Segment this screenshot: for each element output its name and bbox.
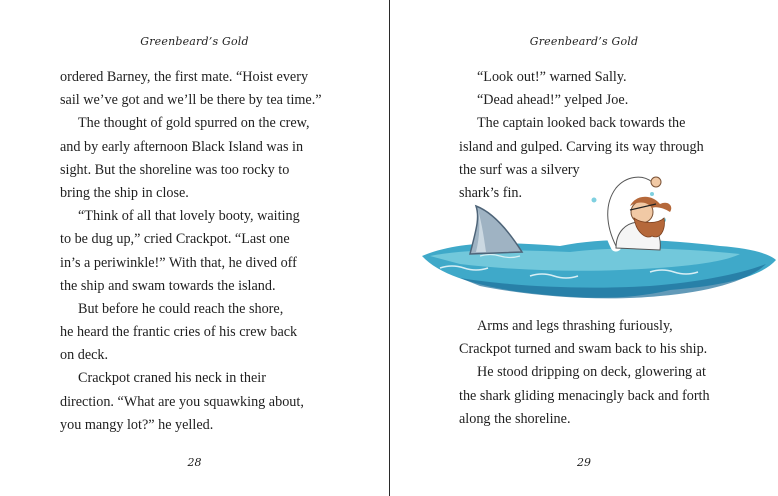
- text-line: Crackpot craned his neck in their: [78, 370, 266, 387]
- text-line: The thought of gold spurred on the crew,: [78, 115, 310, 132]
- page-number-right: 29: [577, 456, 591, 469]
- text-line: “Think of all that lovely booty, waiting: [78, 208, 300, 225]
- text-line: ordered Barney, the first mate. “Hoist every: [60, 69, 309, 85]
- text-line: sight. But the shoreline was too rocky to: [60, 161, 290, 178]
- text-line: bring the ship in close.: [60, 184, 189, 201]
- running-head-left: Greenbeard’s Gold: [140, 35, 249, 48]
- left-page-text: [60, 66, 360, 437]
- text-line: he heard the frantic cries of his crew back: [60, 324, 298, 341]
- text-line: “Look out!” warned Sally.: [477, 69, 627, 85]
- right-page-text-bottom: [459, 315, 744, 431]
- shark-fin-and-swimming-pirate-illustration: [420, 160, 778, 310]
- text-line: in’s a periwinkle!” With that, he dived off: [60, 254, 297, 271]
- page-number-left: 28: [187, 456, 202, 469]
- text-line: The captain looked back towards the: [477, 115, 686, 132]
- text-line: the ship and swam towards the island.: [60, 277, 276, 294]
- text-line: island and gulped. Carving its way through: [459, 138, 704, 155]
- text-line: sail we’ve got and we’ll be there by tea time.”: [60, 92, 322, 109]
- text-line: shark’s fin.: [459, 184, 523, 201]
- text-line: But before he could reach the shore,: [78, 300, 284, 317]
- text-line: direction. “What are you squawking about,: [60, 393, 304, 410]
- running-head-right: Greenbeard’s Gold: [529, 35, 639, 48]
- text-line: “Dead ahead!” yelped Joe.: [477, 92, 629, 109]
- text-line: you mangy lot?” he yelled.: [60, 416, 214, 433]
- splash-droplet: [592, 198, 597, 203]
- pirate-hand: [651, 177, 661, 187]
- text-line: to be dug up,” cried Crackpot. “Last one: [60, 231, 290, 248]
- splash-droplet: [650, 192, 654, 196]
- text-line: and by early afternoon Black Island was in: [60, 138, 304, 155]
- text-line: Arms and legs thrashing furiously,: [477, 318, 673, 334]
- text-line: the surf was a silvery: [459, 161, 580, 178]
- text-line: along the shoreline.: [459, 410, 571, 427]
- text-line: the shark gliding menacingly back and forth: [459, 387, 710, 404]
- text-line: on deck.: [60, 347, 109, 364]
- text-line: He stood dripping on deck, glowering at: [477, 364, 706, 381]
- text-line: Crackpot turned and swam back to his ship.: [459, 341, 708, 358]
